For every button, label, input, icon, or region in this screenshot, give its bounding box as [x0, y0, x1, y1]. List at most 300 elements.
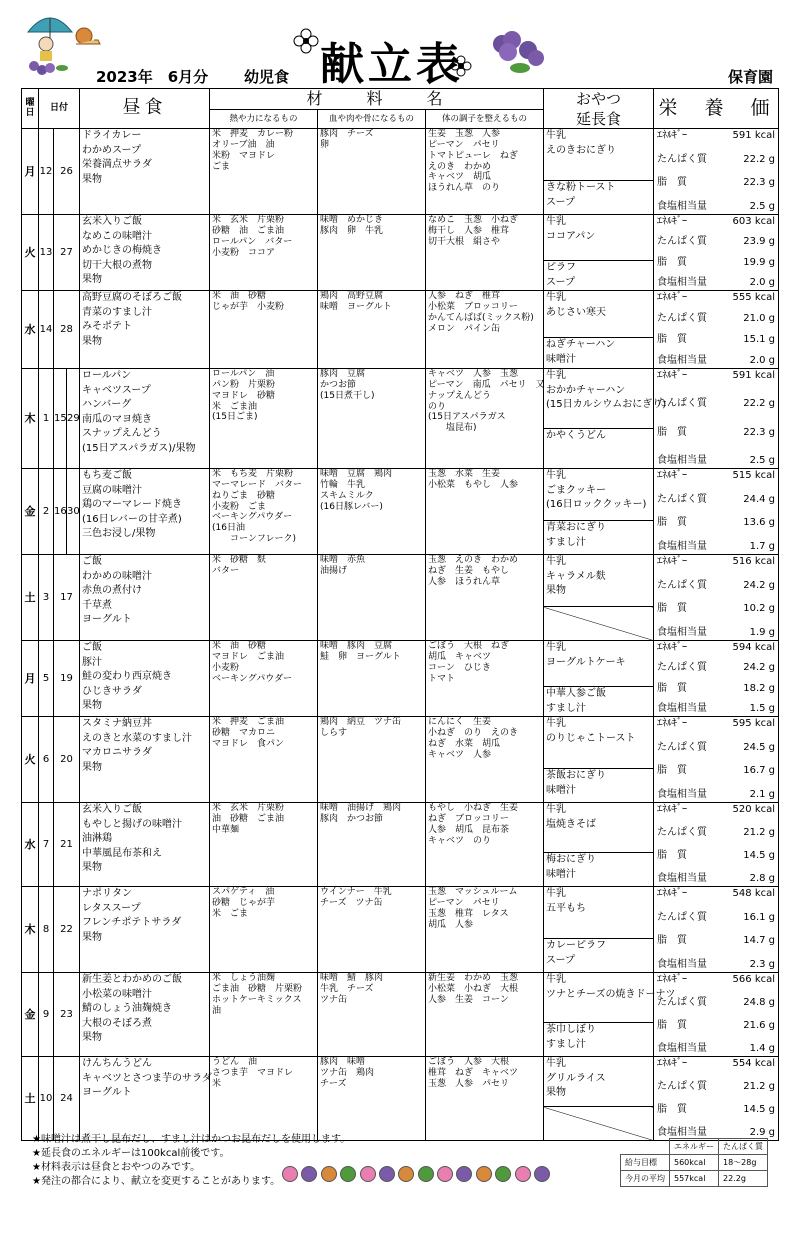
dow-cell: 月 [22, 641, 39, 717]
text-line: ロールパン バター [212, 236, 293, 247]
extended-cell [544, 261, 654, 291]
goals-target-protein: 18～28g [719, 1155, 768, 1171]
lunch-menu [80, 803, 210, 887]
text-line: ねりごま 砂糖 [212, 490, 276, 501]
text-line: さつま芋 マヨドレ [212, 1068, 294, 1079]
ingredients-condition [426, 555, 544, 641]
snack-item: 牛乳 [546, 1058, 567, 1070]
goals-average-protein: 22.2g [719, 1171, 768, 1187]
text-line: パン粉 片栗粉 [212, 380, 276, 391]
snail-icon [456, 1166, 472, 1182]
protein-label: たんぱく質 [657, 153, 708, 165]
date-cell: 5 [39, 641, 54, 717]
fat-value: 16.7 [743, 765, 766, 777]
salt-label: 食塩相当量 [657, 276, 708, 288]
energy-value: 566 [732, 974, 752, 986]
text-line: 豚肉 チーズ [320, 129, 374, 140]
ingredients-energy [210, 129, 318, 215]
protein-value: 24.8 [743, 997, 766, 1009]
fat-value: 19.9 [743, 256, 766, 268]
text-line: 玉葱 人参 パセリ [428, 1078, 510, 1089]
unit: kcal [754, 292, 776, 304]
salt-value: 1.4 [749, 1042, 766, 1054]
nutrition-cell [654, 369, 779, 469]
snack-cell [544, 1057, 654, 1107]
date-cell: 9 [39, 973, 54, 1057]
dow-cell: 月 [22, 129, 39, 215]
text-line: ほうれん草 のり [428, 183, 501, 194]
text-line: 青菜のすまし汁 [82, 306, 152, 318]
text-line: キャベツ 人参 [428, 749, 492, 760]
date-cell: 10 [39, 1057, 54, 1141]
extended-item: すまし汁 [546, 536, 587, 548]
date-cell: 17 [54, 555, 80, 641]
fat-value: 14.5 [743, 849, 766, 861]
text-line: 人参 ほうれん草 [428, 576, 501, 587]
energy-label: ｴﾈﾙｷﾞｰ [657, 718, 688, 730]
nutrition-cell [654, 469, 779, 555]
fat-value: 22.3 [743, 426, 766, 438]
energy-value: 520 [732, 804, 752, 816]
protein-value: 24.2 [743, 662, 766, 674]
text-line: 豆腐の味噌汁 [82, 484, 142, 496]
fat-value: 15.1 [743, 333, 766, 345]
text-line: メロン パイン缶 [428, 323, 501, 334]
date-cell: 2 [39, 469, 54, 555]
protein-value: 24.2 [743, 579, 766, 591]
ingredients-energy [210, 717, 318, 803]
text-line: 砂糖 じゃが芋 [212, 898, 276, 909]
snack-item: 牛乳 [546, 556, 567, 568]
extended-item: すまし汁 [546, 702, 587, 714]
text-line: ピーマン パセリ [428, 898, 500, 909]
text-line: レタススープ [82, 902, 141, 914]
snack-item: 牛乳 [546, 718, 567, 730]
text-line: 味噌 赤魚 [320, 555, 366, 566]
ingredients-condition [426, 129, 544, 215]
salt-label: 食塩相当量 [657, 702, 708, 714]
salt-label: 食塩相当量 [657, 200, 708, 212]
text-line: 高野豆腐のそぼろご飯 [82, 292, 182, 304]
fat-value: 14.5 [743, 1103, 766, 1115]
protein-value: 22.2 [743, 398, 766, 410]
text-line: 三色お浸し/果物 [82, 528, 156, 540]
extended-item: ねぎチャーハン [546, 339, 616, 351]
ingredients-condition [426, 641, 544, 717]
text-line: 新生姜 わかめ 玉葱 [428, 973, 519, 984]
salt-label: 食塩相当量 [657, 454, 708, 466]
footnote: ★材料表示は昼食とおやつのみです。 [32, 1162, 201, 1173]
ingredients-energy [210, 887, 318, 973]
text-line: キャベツとさつま芋のサラダ [82, 1072, 212, 1084]
ingredients-energy [210, 555, 318, 641]
date-cell: 12 [39, 129, 54, 215]
text-line: ナップえんどう [428, 390, 491, 401]
snack-item: 牛乳 [546, 804, 567, 816]
text-line: スパゲティ 油 [212, 887, 275, 898]
text-line: 小麦粉 [212, 662, 240, 673]
fat-value: 13.6 [743, 517, 766, 529]
text-line: 味噌 油揚げ 鶏肉 [320, 803, 402, 814]
text-line: 油淋鶏 [82, 833, 112, 845]
flower-icon [437, 1166, 453, 1182]
extended-item: 青菜おにぎり [546, 522, 607, 534]
decorative-border [282, 1166, 550, 1182]
snack-item: あじさい寒天 [546, 306, 607, 318]
snack-item: 牛乳 [546, 292, 567, 304]
text-line: 米 ごま油 [212, 401, 258, 412]
day-row [22, 291, 779, 338]
unit: g [768, 911, 776, 923]
protein-value: 16.1 [743, 911, 766, 923]
text-line: もやしと揚げの味噌汁 [82, 818, 182, 830]
energy-label: ｴﾈﾙｷﾞｰ [657, 974, 688, 986]
date-cell: 1 [39, 369, 54, 469]
unit: g [768, 333, 776, 345]
text-line: かんてんぱぱ(ミックス粉) [428, 312, 534, 323]
dow-cell: 火 [22, 215, 39, 291]
text-line: 米 もち麦 片栗粉 [212, 469, 294, 480]
fat-value: 22.3 [743, 177, 766, 189]
extended-cell [544, 853, 654, 887]
snail-icon [301, 1166, 317, 1182]
extended-cell [544, 687, 654, 717]
energy-value: 591 [732, 130, 752, 142]
day-row [22, 641, 779, 687]
unit: kcal [754, 556, 776, 568]
snail-icon [379, 1166, 395, 1182]
fat-label: 脂 質 [657, 1019, 688, 1031]
flower-icon [293, 28, 319, 54]
fat-label: 脂 質 [657, 177, 688, 189]
text-line: かつお節 [320, 380, 357, 391]
text-line: ホットケーキミックス [212, 994, 302, 1005]
goals-average-label: 今月の平均 [621, 1171, 670, 1187]
fat-label: 脂 質 [657, 333, 688, 345]
ingredients-energy [210, 641, 318, 717]
text-line: 油揚げ [320, 566, 348, 577]
text-line: スタミナ納豆丼 [82, 718, 152, 730]
snack-item: ココアパン [546, 230, 596, 242]
unit: g [768, 398, 776, 410]
text-line: 果物 [82, 274, 102, 286]
goals-target-energy: 560kcal [670, 1155, 719, 1171]
unit: g [768, 493, 776, 505]
extended-cell [544, 939, 654, 973]
menu-table [21, 88, 779, 1141]
text-line: マヨドレ 砂糖 [212, 390, 276, 401]
text-line: ドライカレー [82, 130, 142, 142]
text-line: しらす [320, 728, 348, 739]
unit: g [768, 626, 776, 638]
unit: g [768, 741, 776, 753]
energy-label: ｴﾈﾙｷﾞｰ [657, 370, 688, 382]
goals-header-energy: エネルギー [670, 1139, 719, 1155]
nutrition-cell [654, 129, 779, 215]
extended-cell [544, 607, 654, 641]
fat-label: 脂 質 [657, 765, 688, 777]
unit: g [768, 958, 776, 970]
extended-item: 味噌汁 [546, 868, 577, 880]
date-cell: 15 [54, 369, 67, 469]
text-line: ご飯 [82, 556, 102, 568]
protein-value: 24.4 [743, 493, 766, 505]
unit: g [768, 354, 776, 366]
text-line: 米 [212, 1078, 222, 1089]
ingredients-condition [426, 1057, 544, 1141]
energy-value: 554 [732, 1058, 752, 1070]
lunch-menu [80, 369, 210, 469]
text-line: 玄米入りご飯 [82, 216, 142, 228]
text-line: 赤魚の煮付け [82, 585, 142, 597]
text-line: 豚肉 かつお節 [320, 814, 384, 825]
nutrition-cell [654, 887, 779, 973]
date-cell: 20 [54, 717, 80, 803]
text-line: 玉葱 マッシュルーム [428, 887, 518, 898]
dow-cell: 火 [22, 717, 39, 803]
salt-value: 2.5 [749, 454, 766, 466]
salt-value: 1.7 [749, 540, 766, 552]
date-cell: 21 [54, 803, 80, 887]
text-line: 果物 [82, 761, 102, 773]
text-line: 梅干し 人参 椎茸 [428, 226, 510, 237]
fat-value: 14.7 [743, 935, 766, 947]
text-line: わかめの味噌汁 [82, 570, 152, 582]
salt-label: 食塩相当量 [657, 958, 708, 970]
text-line: マヨドレ 食パン [212, 738, 285, 749]
col-snack: おやつ [544, 89, 654, 110]
snack-item: 牛乳 [546, 642, 567, 654]
salt-label: 食塩相当量 [657, 354, 708, 366]
unit: g [768, 426, 776, 438]
text-line: 新生姜とわかめのご飯 [82, 974, 182, 986]
unit: kcal [754, 470, 776, 482]
text-line: 米 押麦 ごま油 [212, 717, 285, 728]
lunch-menu [80, 1057, 210, 1141]
unit: kcal [754, 642, 776, 654]
snack-item: 牛乳 [546, 216, 567, 228]
text-line: めかじきの梅焼き [82, 245, 162, 257]
lunch-menu [80, 215, 210, 291]
text-line: 砂糖 マカロニ [212, 728, 276, 739]
text-line: ご飯 [82, 642, 102, 654]
text-line: 味噌 鯖 豚肉 [320, 973, 384, 984]
unit: g [768, 662, 776, 674]
text-line: ごぼう 人参 大根 [428, 1057, 510, 1068]
text-line: 人参 生姜 コーン [428, 994, 509, 1005]
text-line: 椎茸 ねぎ キャベツ [428, 1068, 519, 1079]
text-line: 米 しょう油麹 [212, 973, 276, 984]
text-line: けんちんうどん [82, 1058, 152, 1070]
snack-item: 牛乳 [546, 974, 567, 986]
text-line: ヨーグルト [82, 1087, 132, 1099]
flower-icon [282, 1166, 298, 1182]
snack-cell [544, 803, 654, 853]
text-line: 果物 [82, 931, 102, 943]
text-line: ベーキングパウダー [212, 512, 293, 523]
hydrangea-illustration [488, 30, 548, 76]
salt-value: 1.9 [749, 626, 766, 638]
text-line: コーン ひじき [428, 662, 491, 673]
snack-cell [544, 215, 654, 261]
unit: g [768, 935, 776, 947]
date-cell: 26 [54, 129, 80, 215]
unit: g [768, 256, 776, 268]
nutrition-cell [654, 215, 779, 291]
snack-item: 牛乳 [546, 370, 567, 382]
energy-label: ｴﾈﾙｷﾞｰ [657, 130, 688, 142]
text-line: わかめスープ [82, 144, 141, 156]
nutrition-cell [654, 555, 779, 641]
protein-label: たんぱく質 [657, 827, 708, 839]
snack-item: グリルライス [546, 1072, 606, 1084]
unit: g [768, 517, 776, 529]
text-line: (15日アスパラガス)/果物 [82, 442, 196, 454]
lunch-menu [80, 555, 210, 641]
text-line: 豚肉 卵 牛乳 [320, 226, 384, 237]
lunch-menu [80, 291, 210, 369]
text-line: 生姜 玉葱 人参 [428, 129, 501, 140]
text-line: スキムミルク [320, 490, 374, 501]
text-line: 小松菜の味噌汁 [82, 988, 152, 1000]
day-row [22, 469, 779, 521]
nutrition-cell [654, 641, 779, 717]
date-cell: 14 [39, 291, 54, 369]
salt-label: 食塩相当量 [657, 788, 708, 800]
lunch-menu [80, 717, 210, 803]
text-line: 南瓜のマヨ焼き [82, 413, 152, 425]
unit: kcal [754, 974, 776, 986]
category-label: 幼児食 [244, 68, 290, 86]
snack-item: 牛乳 [546, 888, 567, 900]
extended-item: 中華人参ご飯 [546, 688, 607, 700]
text-line: 玉葱 えのき わかめ [428, 555, 519, 566]
text-line: もやし 小ねぎ 生姜 [428, 803, 519, 814]
ingredients-condition [426, 887, 544, 973]
unit: g [768, 1126, 776, 1138]
year-month: 2023年 6月分 [96, 68, 209, 86]
energy-value: 594 [732, 642, 752, 654]
unit: kcal [754, 718, 776, 730]
snack-cell [544, 469, 654, 521]
date-cell: 27 [54, 215, 80, 291]
text-line: ごぼう 大根 ねぎ [428, 641, 510, 652]
protein-label: たんぱく質 [657, 997, 708, 1009]
extended-item: 梅おにぎり [546, 854, 597, 866]
unit: g [768, 236, 776, 248]
day-row [22, 887, 779, 939]
col-ing-condition: 体の調子を整えるもの [426, 110, 544, 129]
text-line: 鯖のしょう油麹焼き [82, 1003, 172, 1015]
day-row [22, 973, 779, 1023]
snack-item: えのきおにぎり [546, 144, 617, 156]
salt-value: 2.9 [749, 1126, 766, 1138]
snack-item: 五平もち [546, 902, 587, 914]
lunch-menu [80, 469, 210, 555]
protein-value: 22.2 [743, 153, 766, 165]
unit: kcal [754, 804, 776, 816]
extended-item: 味噌汁 [546, 784, 577, 796]
page-header [0, 0, 800, 88]
ingredients-body [318, 291, 426, 369]
text-line: 豚肉 味噌 [320, 1057, 366, 1068]
col-nutrition: 栄 養 価 [654, 89, 779, 129]
dow-cell: 土 [22, 1057, 39, 1141]
text-line: 味噌 豚肉 豆腐 [320, 641, 393, 652]
dow-cell: 木 [22, 369, 39, 469]
protein-label: たんぱく質 [657, 662, 708, 674]
extended-item: かやくうどん [546, 430, 607, 442]
text-line: マヨドレ ごま油 [212, 652, 285, 663]
extended-cell [544, 1107, 654, 1141]
ingredients-body [318, 803, 426, 887]
text-line: 小麦粉 ごま [212, 501, 267, 512]
text-line: 鶏肉 納豆 ツナ缶 [320, 717, 402, 728]
fat-label: 脂 質 [657, 256, 688, 268]
snail-icon [495, 1166, 511, 1182]
nutrition-goals-table [620, 1138, 768, 1187]
text-line: 卵 [320, 140, 330, 151]
day-row [22, 1057, 779, 1107]
ingredients-condition [426, 973, 544, 1057]
text-line: じゃが芋 小麦粉 [212, 302, 285, 313]
text-line: えのきと水菜のすまし汁 [82, 732, 192, 744]
text-line: 小ねぎ のり えのき [428, 728, 519, 739]
energy-label: ｴﾈﾙｷﾞｰ [657, 1058, 688, 1070]
snack-item: (15日カルシウムおにぎり) [546, 399, 667, 411]
extended-item: カレーピラフ [546, 940, 607, 952]
unit: g [768, 1081, 776, 1093]
text-line: 中華麺 [212, 824, 240, 835]
text-line: 中華風昆布茶和え [82, 847, 162, 859]
text-line: 果物 [82, 862, 102, 874]
text-line: 油 砂糖 ごま油 [212, 814, 285, 825]
fat-label: 脂 質 [657, 849, 688, 861]
date-cell: 30 [67, 469, 80, 555]
date-cell: 22 [54, 887, 80, 973]
unit: g [768, 765, 776, 777]
text-line: 人参 胡瓜 昆布茶 [428, 824, 510, 835]
salt-label: 食塩相当量 [657, 540, 708, 552]
text-line: 竹輪 牛乳 [320, 480, 366, 491]
date-cell: 19 [54, 641, 80, 717]
unit: g [768, 1042, 776, 1054]
date-cell: 6 [39, 717, 54, 803]
col-dow: 曜日 [22, 89, 39, 129]
text-line: みそポテト [82, 321, 132, 333]
energy-value: 591 [732, 370, 752, 382]
text-line: キャベツ 人参 玉葱 [428, 369, 519, 380]
col-ing-energy: 熱や力になるもの [210, 110, 318, 129]
text-line: バター [212, 566, 240, 577]
unit: g [768, 454, 776, 466]
text-line: 果物 [82, 335, 102, 347]
text-line: 玉葱 水菜 生姜 [428, 469, 501, 480]
snack-item: ヨーグルトケーキ [546, 656, 626, 668]
lunch-menu [80, 641, 210, 717]
ingredients-condition [426, 291, 544, 369]
flower-icon [321, 1166, 337, 1182]
text-line: 果物 [82, 700, 102, 712]
text-line: 小麦粉 ココア [212, 247, 276, 258]
flower-icon [476, 1166, 492, 1182]
fat-value: 21.6 [743, 1019, 766, 1031]
ingredients-energy [210, 369, 318, 469]
snail-icon [534, 1166, 550, 1182]
extended-cell [544, 769, 654, 803]
protein-label: たんぱく質 [657, 911, 708, 923]
text-line: 味噌 豆腐 鶏肉 [320, 469, 393, 480]
